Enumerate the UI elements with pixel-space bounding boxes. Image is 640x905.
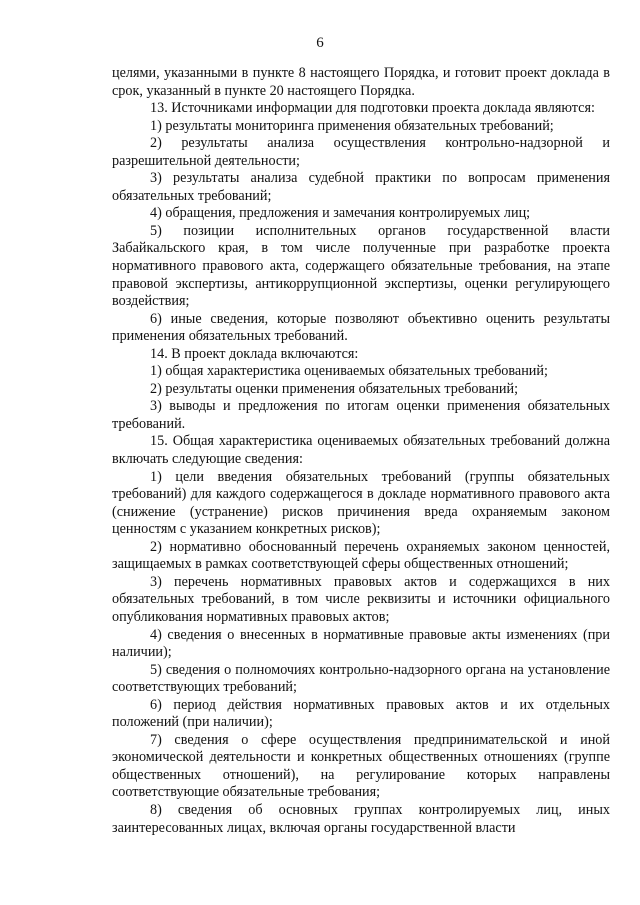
list-item-13-1: 1) результаты мониторинга применения обязательных требований; (150, 117, 554, 134)
list-item-15-1: 1) цели введения обязательных требований (группы обязательных требований) для каждого содержащегося в докладе нормативного правового акта (снижение (устранение) рисков причинения вреда охраняемым законом ценностям с указанием конкретных рисков); (112, 468, 610, 538)
list-item-13-6: 6) иные сведения, которые позволяют объективно оценить результаты применения обязательных требований. (112, 310, 610, 345)
list-item-15-8: 8) сведения об основных группах контролируемых лиц, иных заинтересованных лицах, включая органы государственной власти (112, 801, 610, 836)
list-item-15-2: 2) нормативно обоснованный перечень охраняемых законом ценностей, защищаемых в рамках соответствующей сферы общественных отношений; (112, 538, 610, 573)
list-item-13-5: 5) позиции исполнительных органов государственной власти Забайкальского края, в том числе полученные при разработке проекта нормативного правового акта, содержащего обязательные требования, на этапе правовой экспертизы, антикоррупционной экспертизы, оценки регулирующего воздействия; (112, 222, 610, 310)
list-item-14-1: 1) общая характеристика оцениваемых обязательных требований; (150, 363, 548, 380)
paragraph-continuation: целями, указанными в пункте 8 настоящего Порядка, и готовит проект доклада в срок, указанный в пункте 20 настоящего Порядка. (112, 65, 610, 99)
paragraph-15: 15. Общая характеристика оцениваемых обязательных требований должна включать следующие сведения: (112, 433, 610, 468)
list-item-13-2: 2) результаты анализа осуществления контрольно-надзорной и разрешительной деятельности; (112, 135, 610, 169)
list-item-15-3: 3) перечень нормативных правовых актов и содержащихся в них обязательных требований, в том числе реквизиты и источники официального опубликования нормативных правовых актов; (112, 573, 610, 625)
list-item-15-5: 5) сведения о полномочиях контрольно-надзорного органа на установление соответствующих требований; (112, 661, 610, 696)
list-item-15-6: 6) период действия нормативных правовых актов и их отдельных положений (при наличии); (112, 696, 610, 731)
paragraph-13: 13. Источниками информации для подготовки проекта доклада являются: (150, 100, 595, 117)
list-item-13-3: 3) результаты анализа судебной практики по вопросам применения обязательных требований; (112, 170, 610, 204)
list-item-14-2: 2) результаты оценки применения обязательных требований; (150, 380, 519, 397)
list-item-15-7: 7) сведения о сфере осуществления предпринимательской и иной экономической деятельности и конкретных общественных отношениях (группе общественных отношений), на регулирование которых направлены соответствующие обязательные требования; (112, 731, 610, 801)
paragraph-14: 14. В проект доклада включаются: (150, 345, 359, 362)
list-item-13-4: 4) обращения, предложения и замечания контролируемых лиц; (150, 205, 531, 222)
document-body (112, 65, 610, 837)
list-item-14-3: 3) выводы и предложения по итогам оценки применения обязательных требований. (112, 398, 610, 432)
page-number: 6 (316, 35, 324, 51)
list-item-15-4: 4) сведения о внесенных в нормативные правовые акты изменениях (при наличии); (112, 626, 610, 661)
